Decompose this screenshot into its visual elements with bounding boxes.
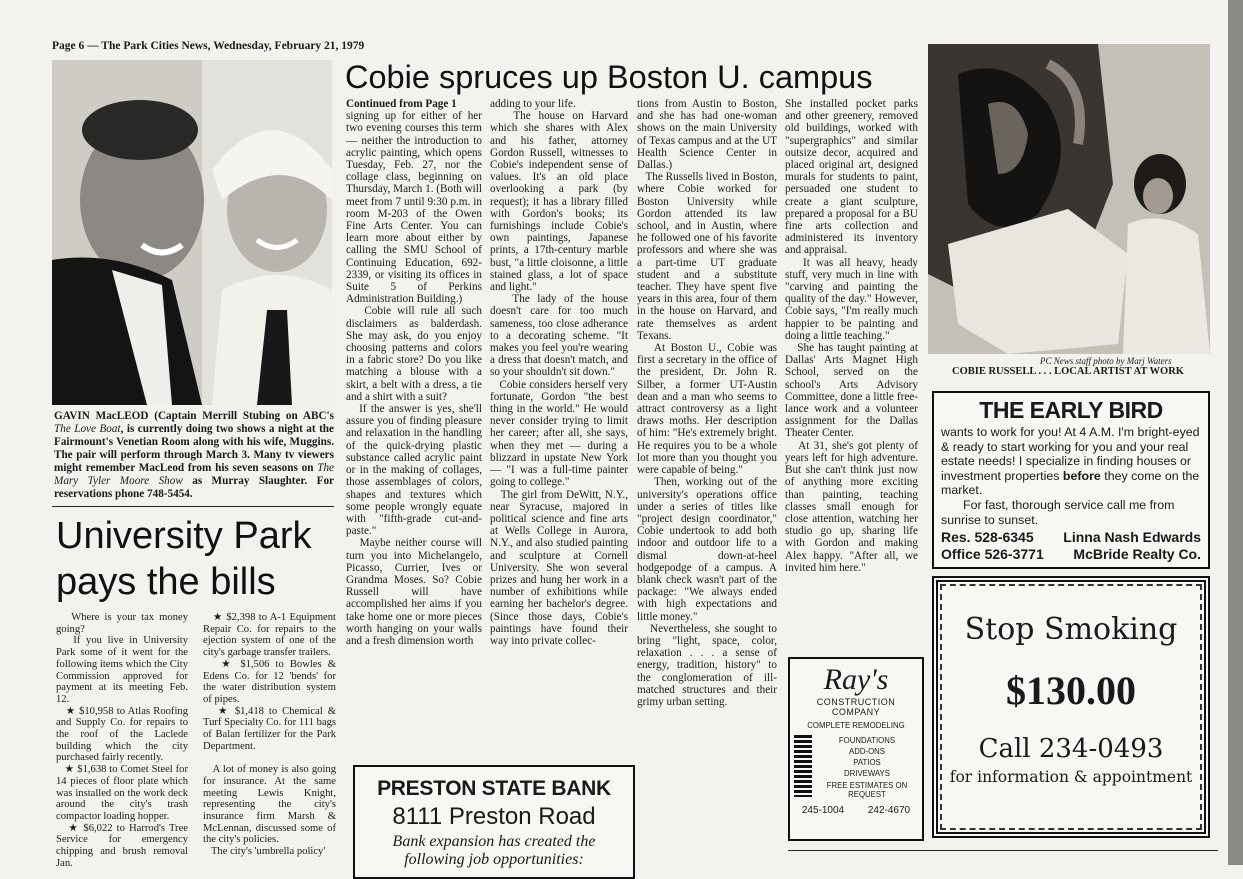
rays-stripes bbox=[794, 735, 812, 797]
rays-sub2: COMPANY bbox=[831, 707, 881, 717]
cobie-headline: Cobie spruces up Boston U. campus bbox=[345, 59, 873, 95]
early-bird-title: THE EARLY BIRD bbox=[979, 397, 1163, 423]
bottom-rule bbox=[788, 850, 1218, 851]
up-story-col2: ★ $2,398 to A-1 Equipment Repair Co. for repairs to the ejection system of one of the city's garbage transfer trailers. ★ $1,506 to Bowles & Edens Co. for 12 'bends' for the water distribution system of pipes. ★ $1,418 to Chemical & Turf Specialty Co. for 111 bags of Balan fertilizer for the Park Department. A lot of money is also going for insurance. At the same meeting Lewis Knight, representing the city's insurance firm Marsh & McLennan, discussed some of the city's policies. The city's 'umbrella policy' bbox=[203, 612, 337, 858]
macleod-photo bbox=[52, 60, 332, 405]
preston-bank-address: 8111 Preston Road bbox=[392, 803, 596, 830]
page-edge bbox=[1228, 0, 1243, 865]
preston-bank-line2: following job opportunities: bbox=[404, 851, 584, 868]
stop-smoking-title: Stop Smoking bbox=[964, 612, 1178, 647]
rays-service: ADD-ONS bbox=[849, 747, 885, 756]
divider bbox=[52, 506, 334, 507]
cobie-col4: She installed pocket parks and other greenery, removed old buildings, worked with "supergraphics" and similar outsize decor, acquired and placed original art, designed murals for students to paint, persuaded one student to create a giant sculpture, prepared a proposal for a BU fine arts collection and administered its inventory and appraisal. It was all heavy, heady stuff, very much in line with "carving and painting the quality of the day." However, Cobie says, "I'm really much happier to be painting and doing a little teaching." She has taught painting at Dallas' Arts Magnet High School, served on the school's Arts Advisory Committee, done a little free-lance work and a volunteer assignment for the Dallas Theater Center. At 31, she's got plenty of years left for high adventure. But she can't think just now of anything more exciting than painting, teaching classes small enough for close attention, watching her studio go up, sharing life with Gordon and making Alex happy. "After all, we invited him here." bbox=[785, 98, 919, 574]
rays-service: FOUNDATIONS bbox=[838, 736, 896, 745]
early-bird-ad bbox=[932, 391, 1210, 569]
early-bird-body: wants to work for you! At 4 A.M. I'm bright-eyed & ready to start working for you and your real estate needs! I specialize in finding houses or investment properties before they come on the market. bbox=[941, 425, 1200, 498]
rays-service: DRIVEWAYS bbox=[844, 769, 890, 778]
rays-phone2: 242-4670 bbox=[867, 805, 911, 816]
macleod-caption: GAVIN MacLEOD (Captain Merrill Stubing on ABC's The Love Boat, is currently doing two shows a night at the Fairmount's Venetian Room along with his wife, Muggins. The pair will perform through March 3. Many tv viewers might remember MacLeod from his seven seasons on The Mary Tyler Moore Show as Murray Slaughter. For reservations phone 748-5454. bbox=[54, 410, 335, 500]
rays-phone1: 245-1004 bbox=[801, 805, 845, 816]
page-folio: Page 6 — The Park Cities News, Wednesday, February 21, 1979 bbox=[52, 40, 365, 52]
cobie-photo bbox=[928, 44, 1210, 354]
rays-sub1: CONSTRUCTION bbox=[816, 697, 896, 707]
cobie-col2: adding to your life. The house on Harvard which she shares with Alex and his father, attorney Gordon Russell, witnesses to Cobie's independent sense of values. It's an old place overlooking a park (by request); it has a library filled with Gordon's books; its furnishings include Cobie's own paintings, Japanese prints, a 17th-century marble bust, "a little cloisonne, a little stained glass, a lot of space and light." The lady of the house doesn't care for too much sameness, too close adherance to a decorating scheme. "It makes you feel you're wearing a dress that doesn't match, and so your shouldn't sit down." Cobie considers herself very fortunate, Gordon "the best thing in the world." He would never consider trying to limit her career; after all, she says, when they met — during a blizzard in upstate New York — "I was a full-time painter going to college." The girl from DeWitt, N.Y., near Syracuse, majored in political science and fine arts at Wells College in Aurora, N.Y., and also studied painting and sculpture at Cornell University. She won several prizes and hung her work in a number of exhibitions while earning her bachelor's degree. (Since those days, Cobie's paintings have found their way into private collec- bbox=[490, 98, 629, 647]
stop-smoking-price: $130.00 bbox=[1006, 668, 1136, 713]
rays-service: PATIOS bbox=[853, 758, 881, 767]
preston-bank-line: Bank expansion has created the bbox=[392, 833, 596, 850]
rays-logo: Ray's bbox=[823, 663, 889, 696]
cobie-col1: Continued from Page 1 signing up for either of her two evening courses this term — neither the introduction to acrylic painting, which opens Tuesday, Feb. 27, nor the collage class, beginning on Thursday, March 1. (Both will meet from 7 until 9:30 p.m. in room M-203 of the Owen Fine Arts Center. You can learn more about either by calling the SMU School of Continuing Education, 692-2339, or visiting its offices in Suite 5 of Perkins Administration Building.) Cobie will rule all such disclaimers as balderdash. She may ask, do you enjoy choosing patterns and colors in a fabric store? Do you like matching a blouse with a skirt, a belt with a dress, a tie and a shirt with a suit? If the answer is yes, she'll assure you of finding pleasure and relaxation in the handling of the quick-drying plastic substance called acrylic paint or in the making of collages, those assemblages of colors, shapes and textures which some people wrongly equate with "fifth-grade cut-and-paste." Maybe neither course will turn you into Michelangelo, Picasso, Currier, Ives or Grandma Moses. So? Cobie Russell will have accomplished her aims if you take home one or more pieces worth hanging on your walls and a fresh dimension worth bbox=[346, 98, 483, 647]
preston-bank-ad bbox=[353, 765, 635, 879]
rays-estimates: FREE ESTIMATES ON REQUEST bbox=[826, 781, 908, 799]
rays-sub3: COMPLETE REMODELING bbox=[807, 721, 905, 730]
up-story-col1: Where is your tax money going? If you live in University Park some of it went for the following items which the City Commission approved for payment at its meeting Feb. 12. ★ $10,958 to Atlas Roofing and Supply Co. for repairs to the roof of the Laclede building which the city purchased fairly recently. ★ $1,638 to Comet Steel for 14 pieces of floor plate which was installed on the work deck around the city's trash compactor loading hopper. ★ $6,022 to Harrod's Tree Service for emergency chipping and brush removal Jan. bbox=[56, 612, 189, 869]
cobie-photo-credit: PC News staff photo by Marj Waters bbox=[1040, 356, 1172, 366]
early-bird-contacts: Res. 528-6345 Linna Nash Edwards Office 526-3771 McBride Realty Co. bbox=[941, 529, 1201, 562]
preston-bank-name: PRESTON STATE BANK bbox=[377, 777, 611, 800]
rays-construction-ad bbox=[788, 657, 924, 841]
cobie-col3: tions from Austin to Boston, and she has had one-woman shows on the main University of Texas campus and at the UT Health Science Center in Dallas.) The Russells lived in Boston, where Cobie worked for Boston University while Gordon attended its law school, and in Austin, where he followed one of his favorite professors and where she was a part-time UT graduate student and a substitute teacher. They have spent five years in this area, four of them in the house on Harvard, and rate themselves as ardent Texans. At Boston U., Cobie was first a secretary in the office of the president, Dr. John R. Silber, a former UT-Austin dean and a man who seems to attract controversy as a light draws moths. Her description of him: "He's extremely bright. He requires you to be a whole lot more than you thought you were capable of being." Then, working out of the university's operations office under a series of titles like "project design coordinator," Cobie undertook to add both indoor and outdoor life to a dismal down-at-heel hodgepodge of a campus. A blank check wasn't part of the package: "We always ended with high expectations and little money." Nevertheless, she sought to bring "light, space, color, relaxation . . . a sense of energy, tradition, history" to the conglomeration of ill-matched structures and their grimy urban setting. bbox=[637, 98, 778, 708]
stop-smoking-ad bbox=[932, 576, 1210, 838]
early-bird-body3: For fast, thorough service call me from sunrise to sunset. bbox=[941, 497, 1175, 527]
stop-smoking-info: for information & appointment bbox=[949, 768, 1193, 786]
stop-smoking-phone: Call 234-0493 bbox=[978, 734, 1164, 764]
cobie-photo-caption: COBIE RUSSELL . . . LOCAL ARTIST AT WORK bbox=[952, 366, 1184, 377]
up-headline: University Park pays the bills bbox=[56, 515, 312, 603]
